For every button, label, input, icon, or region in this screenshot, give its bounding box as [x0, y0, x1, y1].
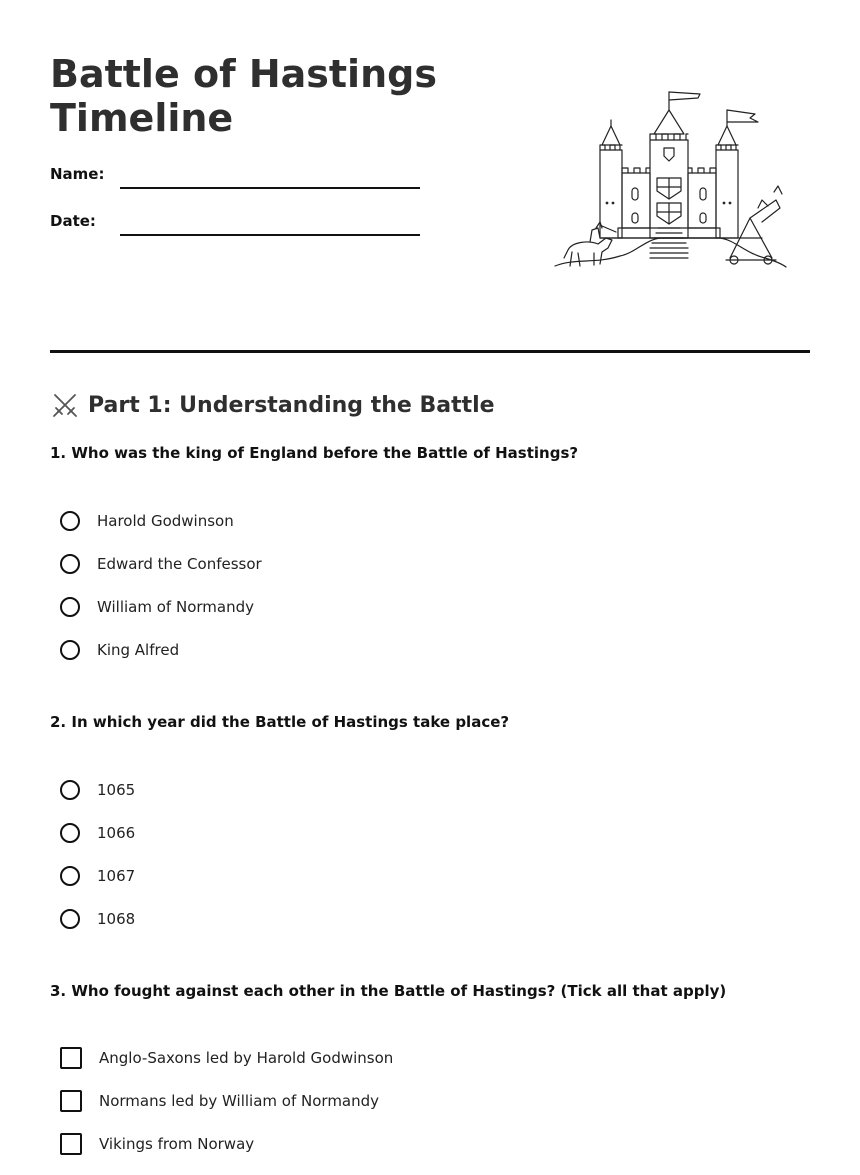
option-label: 1068	[97, 910, 136, 928]
question-3-option-3[interactable]	[60, 1132, 760, 1175]
crossed-swords-icon	[50, 390, 80, 420]
option-label: 1065	[97, 781, 136, 799]
checkbox[interactable]	[60, 1090, 82, 1112]
option-label: 1066	[97, 824, 136, 842]
radio-button[interactable]	[60, 909, 80, 929]
question-2-option-3[interactable]	[60, 864, 760, 907]
name-label: Name:	[50, 165, 105, 183]
name-line[interactable]	[120, 187, 420, 189]
question-2-options	[60, 778, 760, 950]
question-3-option-2[interactable]	[60, 1089, 760, 1132]
date-label: Date:	[50, 212, 96, 230]
question-2-option-2[interactable]	[60, 821, 760, 864]
name-field[interactable]	[50, 160, 430, 190]
section-divider	[50, 350, 810, 353]
radio-button[interactable]	[60, 780, 80, 800]
question-1-option-4[interactable]	[60, 638, 760, 681]
date-line[interactable]	[120, 234, 420, 236]
radio-button[interactable]	[60, 866, 80, 886]
question-1-option-1[interactable]	[60, 509, 760, 552]
part1-title: Part 1: Understanding the Battle	[88, 392, 495, 418]
question-1-option-3[interactable]	[60, 595, 760, 638]
question-3: 3. Who fought against each other in the Battle of Hastings? (Tick all that apply)	[50, 982, 727, 1000]
part1-heading	[50, 388, 495, 422]
question-1: 1. Who was the king of England before the Battle of Hastings?	[50, 444, 579, 462]
option-label: King Alfred	[97, 641, 180, 659]
option-label: Vikings from Norway	[99, 1135, 255, 1153]
option-label: William of Normandy	[97, 598, 254, 616]
date-field[interactable]	[50, 207, 430, 237]
question-2-option-4[interactable]	[60, 907, 760, 950]
checkbox[interactable]	[60, 1133, 82, 1155]
option-label: Anglo-Saxons led by Harold Godwinson	[99, 1049, 394, 1067]
radio-button[interactable]	[60, 511, 80, 531]
castle-icon	[550, 88, 790, 273]
radio-button[interactable]	[60, 640, 80, 660]
option-label: Edward the Confessor	[97, 555, 262, 573]
option-label: 1067	[97, 867, 136, 885]
radio-button[interactable]	[60, 823, 80, 843]
page-title: Battle of Hastings Timeline	[50, 52, 437, 140]
question-1-option-2[interactable]	[60, 552, 760, 595]
question-1-options	[60, 509, 760, 681]
option-label: Normans led by William of Normandy	[99, 1092, 380, 1110]
question-3-options	[60, 1046, 760, 1175]
radio-button[interactable]	[60, 597, 80, 617]
question-2: 2. In which year did the Battle of Hastings take place?	[50, 713, 510, 731]
question-2-option-1[interactable]	[60, 778, 760, 821]
checkbox[interactable]	[60, 1047, 82, 1069]
option-label: Harold Godwinson	[97, 512, 234, 530]
question-3-option-1[interactable]	[60, 1046, 760, 1089]
radio-button[interactable]	[60, 554, 80, 574]
